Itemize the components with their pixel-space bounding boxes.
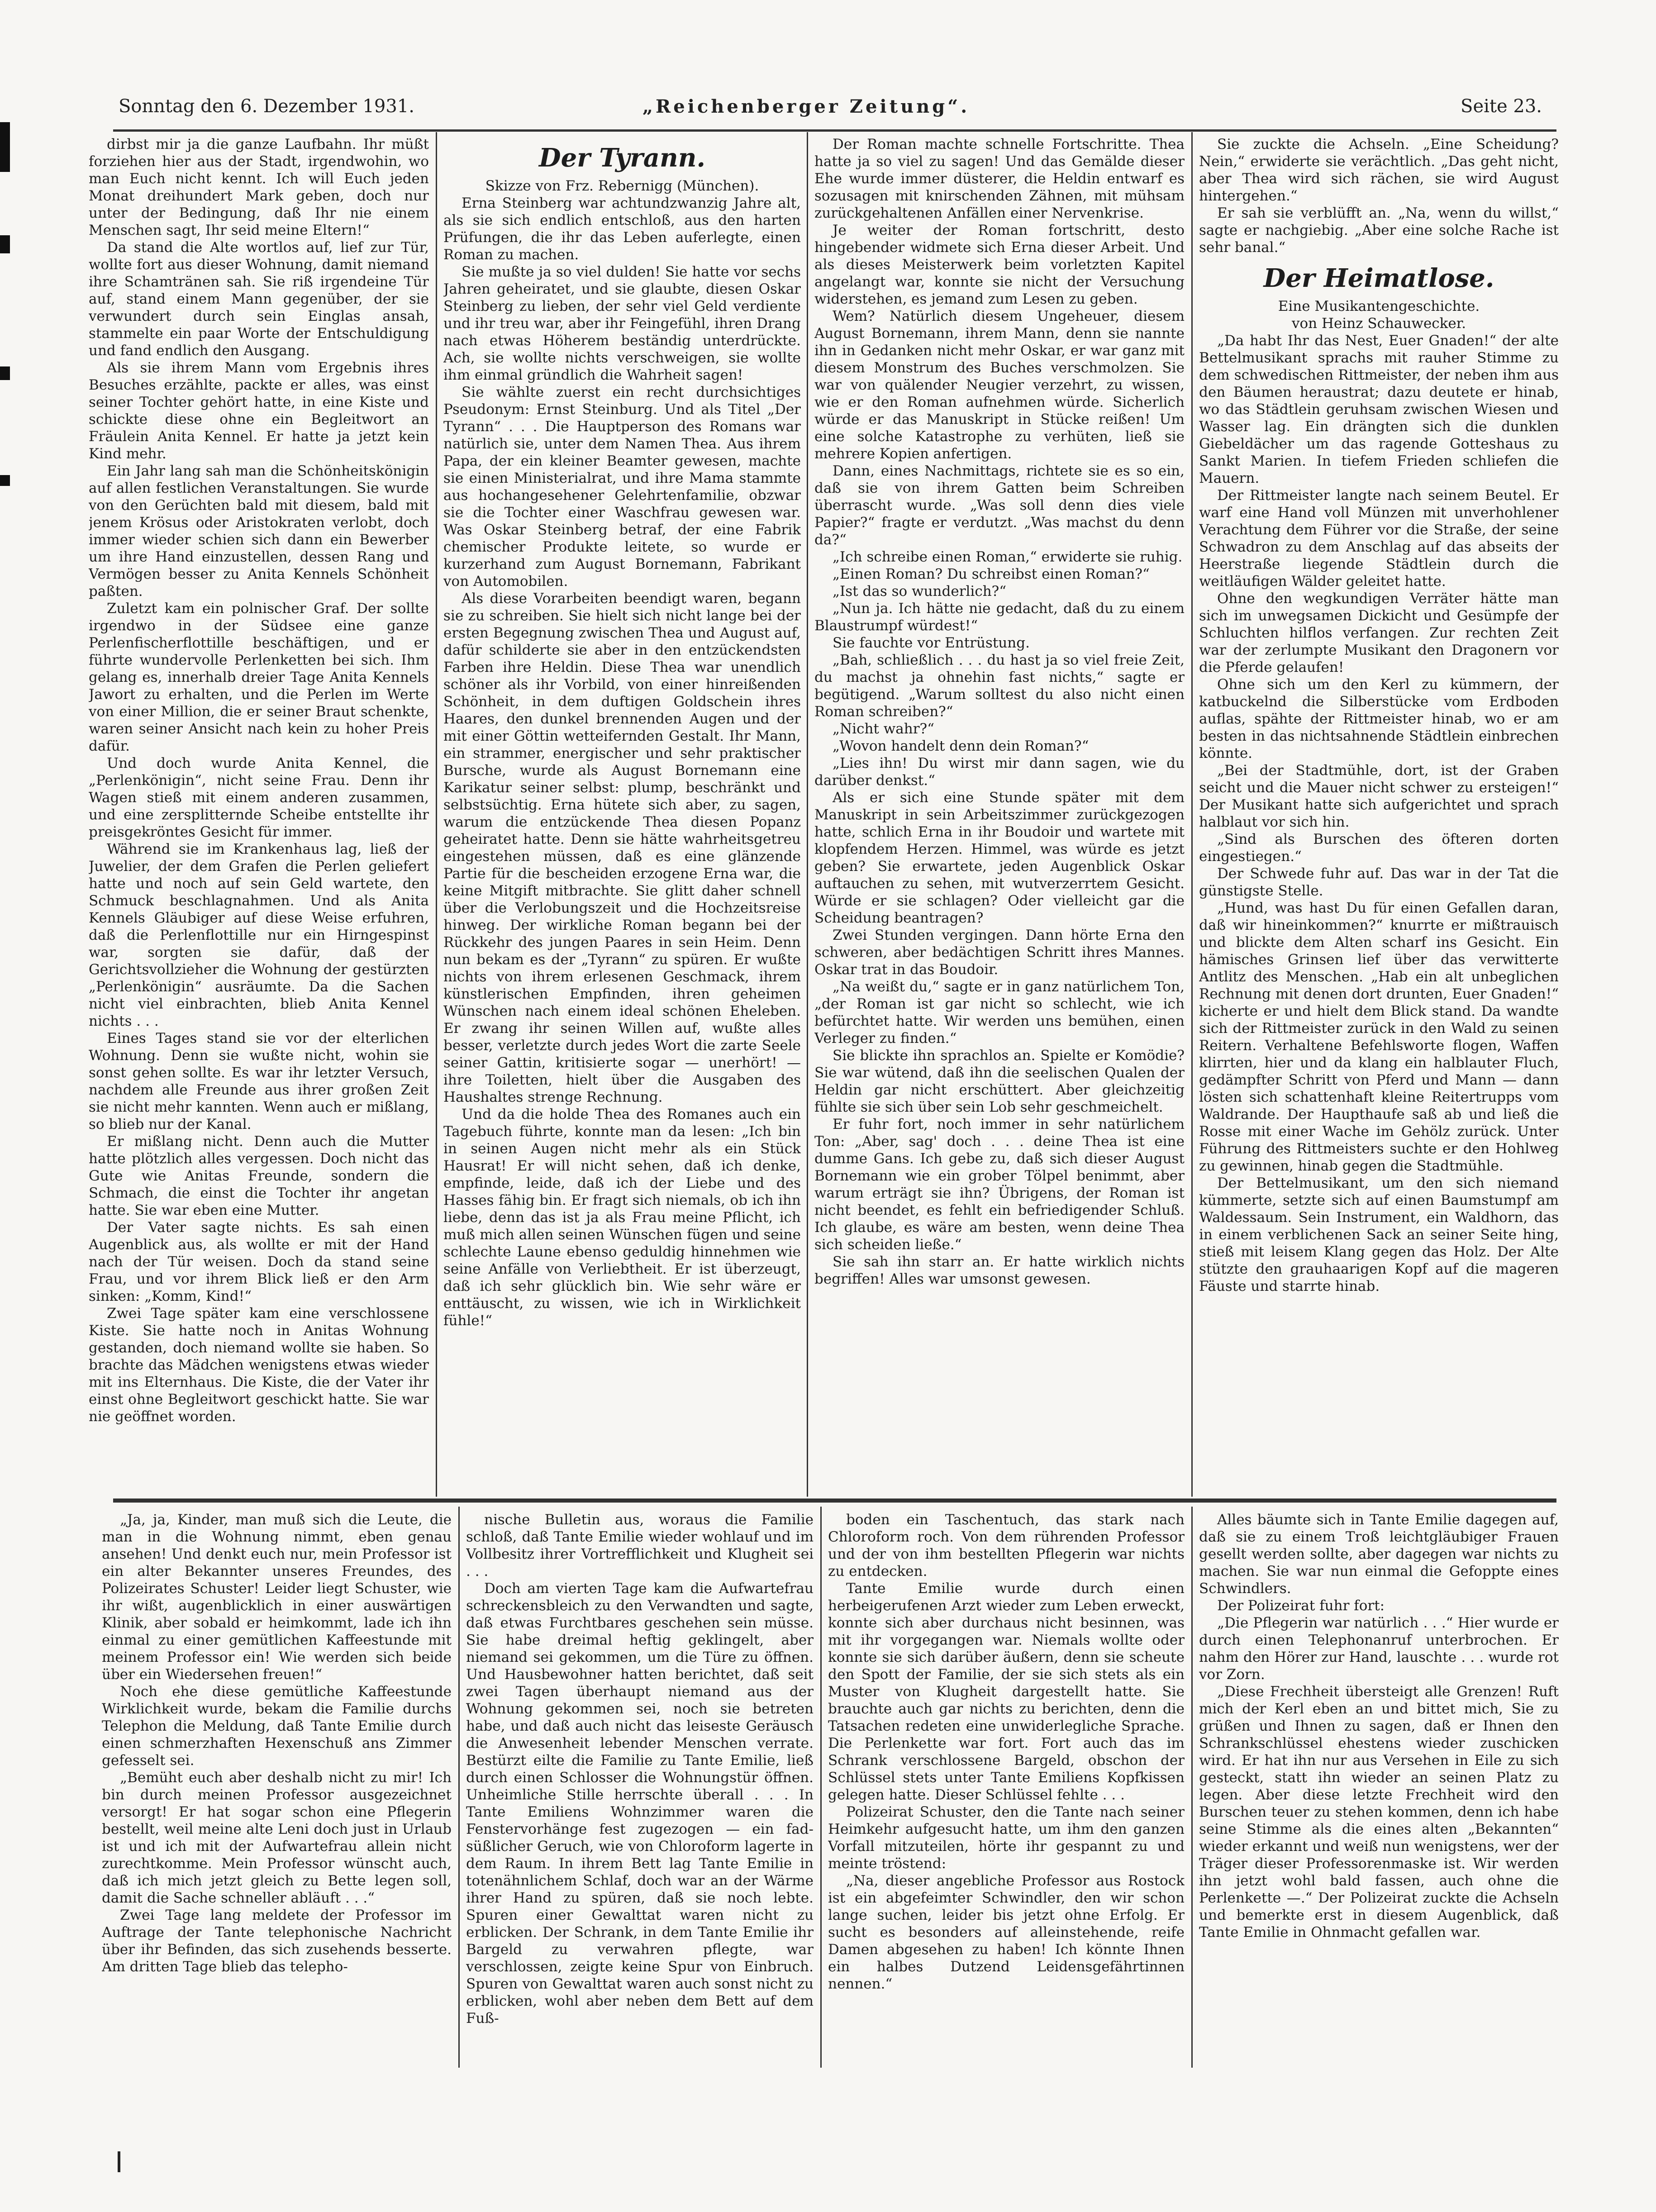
- paragraph: Sie blickte ihn sprachlos an. Spielte er Komödie? Sie war wütend, daß ihn die seelischen Qualen der Heldin gar nicht erschüttert. Aber gleichzeitig fühlte sie sich über sein Lob sehr geschmeichelt.: [814, 1047, 1185, 1115]
- paragraph: Der Rittmeister langte nach seinem Beutel. Er warf eine Hand voll Münzen mit unverhohlener Verachtung dem Führer vor die Straße, der seine Schwadron zu dem Anschlag auf das abseits der Heerstraße liegende Städtlein durch die weitläufigen Wälder geleitet hatte.: [1199, 487, 1559, 590]
- paragraph: Und doch wurde Anita Kennel, die „Perlenkönigin“, nicht seine Frau. Denn ihr Wagen stieß mit einem anderen zusammen, und eine zersplitternde Scheibe entstellte ihr preisgekröntes Gesicht für immer.: [89, 755, 429, 840]
- paragraph: Er mißlang nicht. Denn auch die Mutter hatte plötzlich alles vergessen. Doch nicht das Gute wie Anitas Freunde, sondern die Schmach, die einst die Tochter ihr angetan hatte. Sie war eben eine Mutter.: [89, 1133, 429, 1218]
- paragraph: „Lies ihn! Du wirst mir dann sagen, wie du darüber denkst.“: [814, 755, 1185, 789]
- paragraph: dirbst mir ja die ganze Laufbahn. Ihr müßt forziehen hier aus der Stadt, irgendwohin, wo man Euch nicht kennt. Ich will Euch jeden Monat dreihundert Mark geben, doch nur unter der Bedingung, daß Ihr nie einem Menschen sagt, Ihr seid meine Eltern!“: [89, 136, 429, 238]
- paragraph: Da stand die Alte wortlos auf, lief zur Tür, wollte fort aus dieser Wohnung, damit niemand ihre Schamtränen sah. Sie riß irgendeine Tür auf, stand einem Mann gegenüber, der sie verwundert durch sein Einglas ansah, stammelte ein paar Worte der Entschuldigung und fand endlich den Ausgang.: [89, 239, 429, 359]
- column-rule: [1191, 1507, 1193, 2068]
- left-edge-mark: [0, 366, 10, 380]
- paragraph: boden ein Taschentuch, das stark nach Chloroform roch. Von dem rührenden Professor und der von ihm bestellten Pflegerin war nichts zu entdecken.: [828, 1512, 1185, 1579]
- article-title: Der Heimatlose.: [1263, 263, 1494, 293]
- paragraph: Noch ehe diese gemütliche Kaffeestunde Wirklichkeit wurde, bekam die Familie durchs Telephon die Meldung, daß Tante Emilie durch einen schmerzhaften Hexenschuß ans Zimmer gefesselt sei.: [102, 1684, 452, 1769]
- paragraph: Zwei Tage später kam eine verschlossene Kiste. Sie hatte noch in Anitas Wohnung gestanden, doch niemand wollte sie haben. So brachte das Mädchen wenigstens etwas wieder mit ins Elternhaus. Die Kiste, die der Vater ihr einst ohne Begleitwort geschickt hatte. Sie war nie geöffnet worden.: [89, 1305, 429, 1425]
- article-title: Der Tyrann.: [539, 143, 705, 173]
- lower-column-2: [466, 1511, 814, 2068]
- paragraph: Sie zuckte die Achseln. „Eine Scheidung? Nein,“ erwiderte sie verächtlich. „Das geht nicht, aber Thea wird sich rächen, sie wird August hintergehen.“: [1199, 136, 1559, 204]
- section-rule: [113, 1498, 1556, 1503]
- paragraph: Tante Emilie wurde durch einen herbeigerufenen Arzt wieder zum Leben erweckt, konnte sich aber durchaus nicht besinnen, was mit ihr vorgegangen war. Niemals wollte oder konnte sie sich darüber äußern, denn sie scheute den Spott der Familie, der sie sich stets als ein Muster von Klugheit dargestellt hatte. Sie brauchte auch gar nichts zu berichten, denn die Tatsachen redeten eine unwiderlegliche Sprache. Die Perlenkette war fort. Fort auch das im Schrank verschlossene Bargeld, obschon der Schlüssel stets unter Tante Emiliens Kopfkissen gelegen hatte. Dieser Schlüssel fehlte . . .: [828, 1580, 1185, 1803]
- lower-column-4: [1199, 1511, 1559, 2068]
- paragraph: Ein Jahr lang sah man die Schönheitskönigin auf allen festlichen Veranstaltungen. Sie wurde von den Gerüchten bald mit diesem, bald mit jenem Krösus oder Aristokraten verlobt, doch immer wieder schien sich dann ein Bewerber um ihre Hand einzustellen, dessen Rang und Vermögen besser zu Anita Kennels Schönheit paßten.: [89, 463, 429, 599]
- column-rule: [1191, 132, 1193, 1497]
- paragraph: Zwei Tage lang meldete der Professor im Auftrage der Tante telephonische Nachricht über ihr Befinden, das sich zusehends besserte. Am dritten Tage blieb das telepho-: [102, 1907, 452, 1975]
- article-column-1: [89, 136, 429, 1493]
- paragraph: „Ja, ja, Kinder, man muß sich die Leute, die man in die Wohnung nimmt, eben genau ansehen! Und denkt euch nur, mein Professor ist ein alter Bekannter unseres Freundes, des Polizeirates Schuster! Leider liegt Schuster, wie ihr wißt, augenblicklich in einer auswärtigen Klinik, aber sobald er heimkommt, lade ich ihn einmal zu einer gemütlichen Kaffeestunde mit meinem Professor ein! Wie werden sich beide über ein Wiedersehen freuen!“: [102, 1512, 452, 1683]
- paragraph: „Ist das so wunderlich?“: [833, 583, 1007, 599]
- paragraph: Der Roman machte schnelle Fortschritte. Thea hatte ja so viel zu sagen! Und das Gemälde dieser Ehe wurde immer düsterer, die Heldin entwarf es sozusagen mit knirschenden Zähnen, mit mühsam zurückgehaltenen Anfällen einer Nervenkrise.: [814, 136, 1185, 221]
- paragraph: Sie fauchte vor Entrüstung.: [833, 635, 1030, 651]
- paragraph: „Ich schreibe einen Roman,“ erwiderte sie ruhig.: [833, 549, 1183, 565]
- paragraph: „Na weißt du,“ sagte er in ganz natürlichem Ton, „der Roman ist gar nicht so schlecht, wie ich befürchtet hatte. Wir werden uns bemühen, einen Verleger zu finden.“: [814, 979, 1185, 1047]
- paragraph: Er sah sie verblüfft an. „Na, wenn du willst,“ sagte er nachgiebig. „Aber eine solche Rache ist sehr banal.“: [1199, 205, 1559, 256]
- paragraph: „Nun ja. Ich hätte nie gedacht, daß du zu einem Blaustrumpf würdest!“: [814, 600, 1185, 634]
- paragraph: Ohne sich um den Kerl zu kümmern, der katbuckelnd die Silberstücke vom Erdboden auflas, spähte der Rittmeister hinab, wo er am besten in das nichtsahnende Städtlein einbrechen könnte.: [1199, 676, 1559, 761]
- left-edge-mark: [0, 475, 10, 486]
- paragraph: Der Schwede fuhr auf. Das war in der Tat die günstigste Stelle.: [1199, 866, 1559, 899]
- paragraph: Sie sah ihn starr an. Er hatte wirklich nichts begriffen! Alles war umsonst gewesen.: [814, 1254, 1185, 1287]
- paragraph: Der Bettelmusikant, um den sich niemand kümmerte, setzte sich auf einen Baumstumpf am Waldessaum. Sein Instrument, ein Waldhorn, das in einem verblichenen Sack an seiner Seite hing, stieß mit leisem Klang gegen das Holz. Der Alte stützte den grauhaarigen Kopf auf die mageren Fäuste und starrte hinab.: [1199, 1175, 1559, 1294]
- paragraph: Der Vater sagte nichts. Es sah einen Augenblick aus, als wollte er mit der Hand nach der Tür weisen. Doch da stand seine Frau, und vor ihrem Blick ließ er den Arm sinken: „Komm, Kind!“: [89, 1219, 429, 1304]
- paragraph: „Wovon handelt denn dein Roman?“: [833, 738, 1089, 754]
- paragraph: Erna Steinberg war achtundzwanzig Jahre alt, als sie sich endlich entschloß, aus den harten Prüfungen, die ihr das Leben auferlegte, einen Roman zu machen.: [443, 195, 801, 263]
- paragraph: Sie wählte zuerst ein recht durchsichtiges Pseudonym: Ernst Steinburg. Und als Titel „Der Tyrann“ . . . Die Hauptperson des Romans war natürlich sie, unter dem Namen Thea. Aus ihrem Papa, der ein kleiner Beamter gewesen, machte sie einen Ministerialrat, und ihre Mama stammte aus hochangesehener Gelehrtenfamilie, obzwar sie die Tochter einer Waschfrau gewesen war. Was Oskar Steinberg betraf, der eine Fabrik chemischer Produkte leitete, so wurde er kurzerhand zum August Bornemann, Fabrikant von Automobilen.: [443, 384, 801, 590]
- paragraph: Dann, eines Nachmittags, richtete sie es so ein, daß sie von ihrem Gatten beim Schreiben überrascht wurde. „Was soll denn dies viele Papier?“ fragte er verdutzt. „Was machst du denn da?“: [814, 463, 1185, 548]
- paragraph: Und da die holde Thea des Romanes auch ein Tagebuch führte, konnte man da lesen: „Ich bin in seinen Augen nicht mehr als ein Stück Hausrat! Er will nicht sehen, daß ich denke, empfinde, leide, daß ich der Liebe und des Hasses fähig bin. Er fragt sich niemals, ob ich ihn liebe, denn das ist ja als Frau meine Pflicht, ich muß mich allen seinen Wünschen fügen und seine schlechte Laune ebenso geduldig hinnehmen wie seine Anfälle von Verliebtheit. Er ist überzeugt, daß ich sehr glücklich bin. Wie sehr wäre er enttäuscht, zu wissen, wie ich in Wirklichkeit fühle!“: [443, 1106, 801, 1329]
- paragraph: Als diese Vorarbeiten beendigt waren, begann sie zu schreiben. Sie hielt sich nicht lange bei der ersten Begegnung zwischen Thea und August auf, dafür schilderte sie aber in den entzückendsten Farben ihre Heldin. Diese Thea war unendlich schöner als ihr Vorbild, von einer hinreißenden Schönheit, in dem duftigen Goldschein ihres Haares, den dunkel brennenden Augen und der mit einer Göttin wetteifernden Gestalt. Ihr Mann, ein strammer, energischer und sehr praktischer Bursche, wurde als August Bornemann eine Karikatur seiner selbst: plump, beschränkt und selbstsüchtig. Erna hütete sich aber, zu sagen, warum die entzückende Thea diesen Popanz geheiratet hatte. Denn sie hätte wahrheitsgetreu eingestehen müssen, daß es eine glänzende Partie für die bescheiden erzogene Erna war, die keine Mitgift mitbrachte. Sie glitt daher schnell über die Verlobungszeit und die Hochzeitsreise hinweg. Der wirkliche Roman begann bei der Rückkehr des jungen Paares in sein Heim. Denn nun bekam es der „Tyrann“ zu spüren. Er wußte nichts von ihrem erlesenen Geschmack, ihrem künstlerischen Empfinden, ihren geheimen Wünschen nach einem ideal schönen Eheleben. Er zwang ihr seinen Willen auf, wußte alles besser, verletzte durch jedes Wort die zarte Seele seiner Gattin, kritisierte sogar — unerhört! — ihre Toiletten, hielt über die Ausgaben des Haushaltes strenge Rechnung.: [443, 590, 801, 1105]
- paragraph: „Na, dieser angebliche Professor aus Rostock ist ein abgefeimter Schwindler, den wir schon lange suchen, leider bis jetzt ohne Erfolg. Er sucht es besonders auf alleinstehende, reife Damen abgesehen zu haben! Ich könnte Ihnen ein halbes Dutzend Leidensgefährtinnen nennen.“: [828, 1873, 1185, 1992]
- paragraph: „Bei der Stadtmühle, dort, ist der Graben seicht und die Mauer nicht schwer zu ersteigen!“ Der Musikant hatte sich aufgerichtet und sprach halblaut vor sich hin.: [1199, 762, 1559, 830]
- article-byline: Skizze von Frz. Rebernigg (München).: [485, 178, 759, 194]
- header-masthead: „Reichenberger Zeitung“.: [642, 96, 970, 117]
- paragraph: Doch am vierten Tage kam die Aufwartefrau schreckensbleich zu den Verwandten und sagte, daß etwas Furchtbares geschehen sein müsse. Sie habe dreimal heftig geklingelt, aber niemand sei gekommen, um die Türe zu öffnen. Und Hausbewohner hatten berichtet, daß seit zwei Tagen überhaupt niemand aus der Wohnung gekommen sei, noch sie betreten habe, und daß auch nicht das leiseste Geräusch die Anwesenheit lebender Menschen verrate. Bestürzt eilte die Familie zu Tante Emilie, ließ durch einen Schlosser die Wohnungstür öffnen. Unheimliche Stille herrschte überall . . . In Tante Emiliens Wohnzimmer waren die Fenstervorhänge fest zugezogen — ein fad-süßlicher Geruch, wie von Chloroform lagerte in dem Raum. In ihrem Bett lag Tante Emilie in totenähnlichem Schlaf, doch war an der Wärme ihrer Hand zu spüren, daß sie noch lebte. Spuren einer Gewalttat waren nicht zu erblicken. Der Schrank, in dem Tante Emilie ihr Bargeld zu verwahren pflegte, war verschlossen, zeigte keine Spur von Einbruch. Spuren von Gewalttat waren auch sonst nicht zu erblicken, wohl aber neben dem Bett auf dem Fuß-: [466, 1580, 814, 2026]
- lower-column-3: [828, 1511, 1185, 2068]
- paragraph: Zuletzt kam ein polnischer Graf. Der sollte irgendwo in der Südsee eine ganze Perlenfischerflottille beschäftigen, und er führte wundervolle Perlenketten bei sich. Ihm gelang es, innerhalb dreier Tage Anita Kennels Jawort zu erhalten, und die Perlen im Werte von einer Million, die er seiner Braut schenkte, waren seiner Ansicht nach kein zu hoher Preis dafür.: [89, 600, 429, 754]
- article-column-3: [814, 136, 1185, 1493]
- paragraph: Alles bäumte sich in Tante Emilie dagegen auf, daß sie zu einem Troß leichtgläubiger Frauen gesellt werden sollte, aber dagegen war nichts zu machen. Sie war nun einmal die Gefoppte eines Schwindlers.: [1199, 1512, 1559, 1597]
- paragraph: „Sind als Burschen des öfteren dorten eingestiegen.“: [1199, 831, 1559, 865]
- paragraph: „Die Pflegerin war natürlich . . .“ Hier wurde er durch einen Telephonanruf unterbrochen. Er nahm den Hörer zur Hand, lauschte . . . wurde rot vor Zorn.: [1199, 1615, 1559, 1683]
- paragraph: nische Bulletin aus, woraus die Familie schloß, daß Tante Emilie wieder wohlauf und im Vollbesitz ihrer Vortrefflichkeit und Klugheit sei . . .: [466, 1512, 814, 1579]
- header-date: Sonntag den 6. Dezember 1931.: [119, 96, 414, 117]
- paragraph: Wem? Natürlich diesem Ungeheuer, diesem August Bornemann, ihrem Mann, denn sie nannte ihn in Gedanken nicht mehr Oskar, er war ganz mit diesem Monstrum des Buches verschmolzen. Sie war von quälender Neugier verzehrt, zu wissen, wie er den Roman aufnehmen würde. Sicherlich würde er das Manuskript in Stücke reißen! Um eine solche Katastrophe zu verhüten, ließ sie mehrere Kopien anfertigen.: [814, 308, 1185, 462]
- paragraph: Je weiter der Roman fortschritt, desto hingebender widmete sich Erna dieser Arbeit. Und als dieses Meisterwerk beim vorletzten Kapitel angelangt war, konnte sie nicht der Versuchung widerstehen, es jemand zum Lesen zu geben.: [814, 222, 1185, 307]
- article-byline: von Heinz Schauwecker.: [1291, 315, 1466, 332]
- article-column-4: [1199, 136, 1559, 1493]
- left-edge-mark: [0, 122, 10, 172]
- paragraph: Als er sich eine Stunde später mit dem Manuskript in sein Arbeitszimmer zurückgezogen hatte, schlich Erna in ihr Boudoir und wartete mit klopfendem Herzen. Himmel, was würde es jetzt geben? Sie erwartete, jeden Augenblick Oskar auftauchen zu sehen, mit wutverzerrtem Gesicht. Würde er sie schlagen? Oder vielleicht gar die Scheidung beantragen?: [814, 790, 1185, 926]
- paragraph: „Hund, was hast Du für einen Gefallen daran, daß wir hineinkommen?“ knurrte er mißtrauisch und blickte dem Alten scharf ins Gesicht. Ein hämisches Grinsen lief über das verwitterte Antlitz des Menschen. „Hab ein alt unbeglichen Rechnung mit denen dort drunten, Euer Gnaden!“ kicherte er und hielt dem Blick stand. Da wandte sich der Rittmeister zurück in den Wald zu seinen Reitern. Verhaltene Befehlsworte flogen, Waffen klirrten, hier und da klang ein halblauter Fluch, gedämpfter Schritt von Pferd und Mann — dann lösten sich schattenhaft kleine Reitertrupps vom Waldrande. Der Haupthaufe saß ab und ließ die Rosse mit einer Wache im Gehölz zurück. Unter Führung des Rittmeisters suchte er den Hohlweg zu gewinnen, hinab gegen die Stadtmühle.: [1199, 900, 1559, 1174]
- article-subtitle: Eine Musikantengeschichte.: [1278, 298, 1480, 314]
- paragraph: „Bemüht euch aber deshalb nicht zu mir! Ich bin durch meinen Professor ausgezeichnet versorgt! Er hat sogar schon eine Pflegerin bestellt, weil meine alte Leni doch just in Urlaub ist und ich mit der Aufwartefrau allein nicht zurechtkomme. Mein Professor wünscht auch, daß ich mich jetzt gleich zu Bette legen soll, damit die Sache schneller abläuft . . .“: [102, 1770, 452, 1906]
- left-edge-mark: [0, 235, 10, 253]
- paragraph: Eines Tages stand sie vor der elterlichen Wohnung. Denn sie wußte nicht, wohin sie sonst gehen sollte. Es war ihr letzter Versuch, nachdem alle Freunde aus ihrer großen Zeit sie nicht mehr kannten. Wenn auch er mißlang, so blieb nur der Kanal.: [89, 1030, 429, 1132]
- paragraph: Als sie ihrem Mann vom Ergebnis ihres Besuches erzählte, packte er alles, was einst seiner Tochter gehört hatte, in eine Kiste und schickte diese ohne ein Begleitwort an Fräulein Anita Kennel. Er hatte ja jetzt kein Kind mehr.: [89, 360, 429, 462]
- header-rule: [113, 129, 1556, 132]
- article-column-2: [443, 136, 801, 1493]
- paragraph: „Da habt Ihr das Nest, Euer Gnaden!“ der alte Bettelmusikant sprachs mit rauher Stimme zu dem schwedischen Rittmeister, der neben ihm aus den Bäumen heraustrat; dazu deutete er hinab, wo das Städtlein geruhsam zwischen Wiesen und Wasser lag. Ein drängten sich die dunklen Giebeldächer um das ragende Gotteshaus zu Sankt Marien. In tiefem Frieden schliefen die Mauern.: [1199, 333, 1559, 486]
- paragraph: Ohne den wegkundigen Verräter hätte man sich im unwegsamen Dickicht und Gesümpfe der Schluchten hilflos verfangen. Zur rechten Zeit war der zerlumpte Musikant den Dragonern vor die Pferde gelaufen!: [1199, 590, 1559, 675]
- column-rule: [436, 132, 437, 1497]
- paragraph: Der Polizeirat fuhr fort:: [1217, 1598, 1385, 1614]
- paragraph: „Bah, schließlich . . . du hast ja so viel freie Zeit, du machst ja ohnehin fast nichts,“ sagte er begütigend. „Warum solltest du also nicht einen Roman schreiben?“: [814, 652, 1185, 720]
- column-rule: [807, 132, 808, 1497]
- paragraph: Zwei Stunden vergingen. Dann hörte Erna den schweren, aber bedächtigen Schritt ihres Mannes. Oskar trat in das Boudoir.: [814, 927, 1185, 978]
- paragraph: Er fuhr fort, noch immer in sehr natürlichem Ton: „Aber, sag' doch . . . deine Thea ist eine dumme Gans. Ich gebe zu, daß sich dieser August Bornemann wie ein grober Tölpel benimmt, aber warum erträgt sie ihn? Übrigens, der Roman ist nicht beendet, es fehlt ein befriedigender Schluß. Ich glaube, es wäre am besten, wenn deine Thea sich scheiden ließe.“: [814, 1116, 1185, 1253]
- header-page-number: Seite 23.: [1461, 96, 1542, 117]
- paragraph: „Einen Roman? Du schreibst einen Roman?“: [833, 566, 1150, 582]
- column-rule: [458, 1507, 460, 2068]
- paragraph: Während sie im Krankenhaus lag, ließ der Juwelier, der dem Grafen die Perlen geliefert hatte und noch auf sein Geld wartete, den Schmuck beschlagnahmen. Und als Anita Kennels Gläubiger auf diese Weise erfuhren, daß die Perlenflottille nur ein Hirngespinst war, sorgten sie dafür, daß der Gerichtsvollzieher die Wohnung der gestürzten „Perlenkönigin“ ausräumte. Da die Sachen nicht viel einbrachten, blieb Anita Kennel nichts . . .: [89, 841, 429, 1029]
- column-rule: [820, 1507, 822, 2068]
- binding-mark: [118, 2151, 120, 2172]
- lower-column-1: [102, 1511, 452, 2068]
- paragraph: Sie mußte ja so viel dulden! Sie hatte vor sechs Jahren geheiratet, und sie glaubte, diesen Oskar Steinberg zu lieben, der sehr viel Geld verdiente und ihr treu war, aber ihr Feingefühl, ihren Drang nach etwas Höherem beständig unterdrückte. Ach, sie wollte nichts verschweigen, sie wollte ihm einmal gründlich die Wahrheit sagen!: [443, 264, 801, 383]
- paragraph: Polizeirat Schuster, den die Tante nach seiner Heimkehr aufgesucht hatte, um ihm den ganzen Vorfall mitzuteilen, hörte ihr gespannt zu und meinte tröstend:: [828, 1804, 1185, 1872]
- paragraph: „Nicht wahr?“: [833, 721, 935, 737]
- paragraph: „Diese Frechheit übersteigt alle Grenzen! Ruft mich der Kerl eben an und bittet mich, Sie zu grüßen und Ihnen zu sagen, daß er Ihnen den Schrankschlüssel ehestens wieder zuschicken wird. Er hat ihn nur aus Versehen in Eile zu sich gesteckt, statt ihn wieder an seinen Platz zu legen. Aber diese letzte Frechheit wird den Burschen teuer zu stehen kommen, denn ich habe seine Stimme als die eines alten „Bekannten“ wieder erkannt und weiß nun wenigstens, wer der Träger dieser Professorenmaske ist. Wir werden ihn jetzt wohl bald fassen, auch ohne die Perlenkette —.“ Der Polizeirat zuckte die Achseln und bemerkte erst in diesem Augenblick, daß Tante Emilie in Ohnmacht gefallen war.: [1199, 1684, 1559, 1941]
